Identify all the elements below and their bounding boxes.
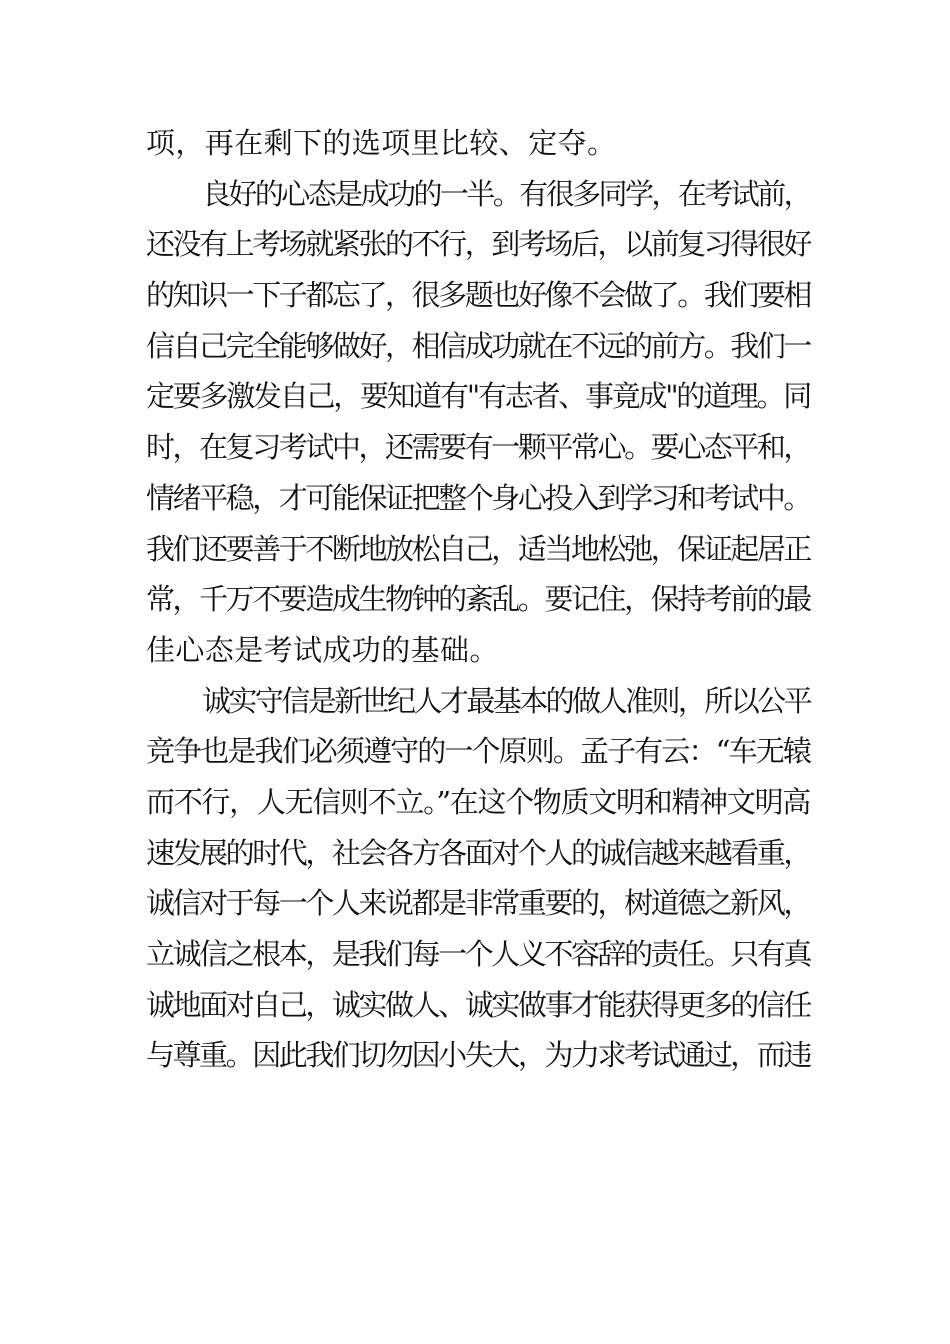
text-line: 诚信对于每一个人来说都是非常重要的，树道德之新风， bbox=[146, 886, 810, 921]
text-line: 还没有上考场就紧张的不行，到考场后，以前复习得很好 bbox=[146, 227, 810, 262]
document-body bbox=[146, 118, 810, 1081]
text-line: 常，千万不要造成生物钟的紊乱。要记住，保持考前的最 bbox=[146, 582, 810, 617]
text-line: 我们还要善于不断地放松自己，适当地松弛，保证起居正 bbox=[146, 531, 810, 566]
text-line: 项，再在剩下的选项里比较、定夺。 bbox=[146, 126, 617, 160]
text-line: 时，在复习考试中，还需要有一颗平常心。要心态平和， bbox=[146, 430, 810, 465]
text-line: 诚地面对自己，诚实做人、诚实做事才能获得更多的信任 bbox=[146, 987, 810, 1022]
text-line: 而不行，人无信则不立。”在这个物质文明和精神文明高 bbox=[146, 784, 810, 819]
text-line: 速发展的时代，社会各方各面对个人的诚信越来越看重， bbox=[146, 835, 810, 870]
text-line: 佳心态是考试成功的基础。 bbox=[146, 632, 499, 667]
text-line: 情绪平稳，才可能保证把整个身心投入到学习和考试中。 bbox=[146, 480, 810, 515]
text-line: 的知识一下子都忘了，很多题也好像不会做了。我们要相 bbox=[146, 278, 810, 313]
text-line: 诚实守信是新世纪人才最基本的做人准则，所以公平 bbox=[202, 683, 810, 718]
text-line: 良好的心态是成功的一半。有很多同学，在考试前， bbox=[202, 176, 810, 211]
text-line: 定要多激发自己，要知道有"有志者、事竟成"的道理。同 bbox=[146, 379, 810, 414]
text-line: 立诚信之根本，是我们每一个人义不容辞的责任。只有真 bbox=[146, 937, 810, 971]
text-line: 信自己完全能够做好，相信成功就在不远的前方。我们一 bbox=[146, 328, 810, 363]
text-line: 与尊重。因此我们切勿因小失大，为力求考试通过，而违 bbox=[146, 1038, 810, 1073]
text-line: 竞争也是我们必须遵守的一个原则。孟子有云：“车无辕 bbox=[146, 734, 810, 769]
